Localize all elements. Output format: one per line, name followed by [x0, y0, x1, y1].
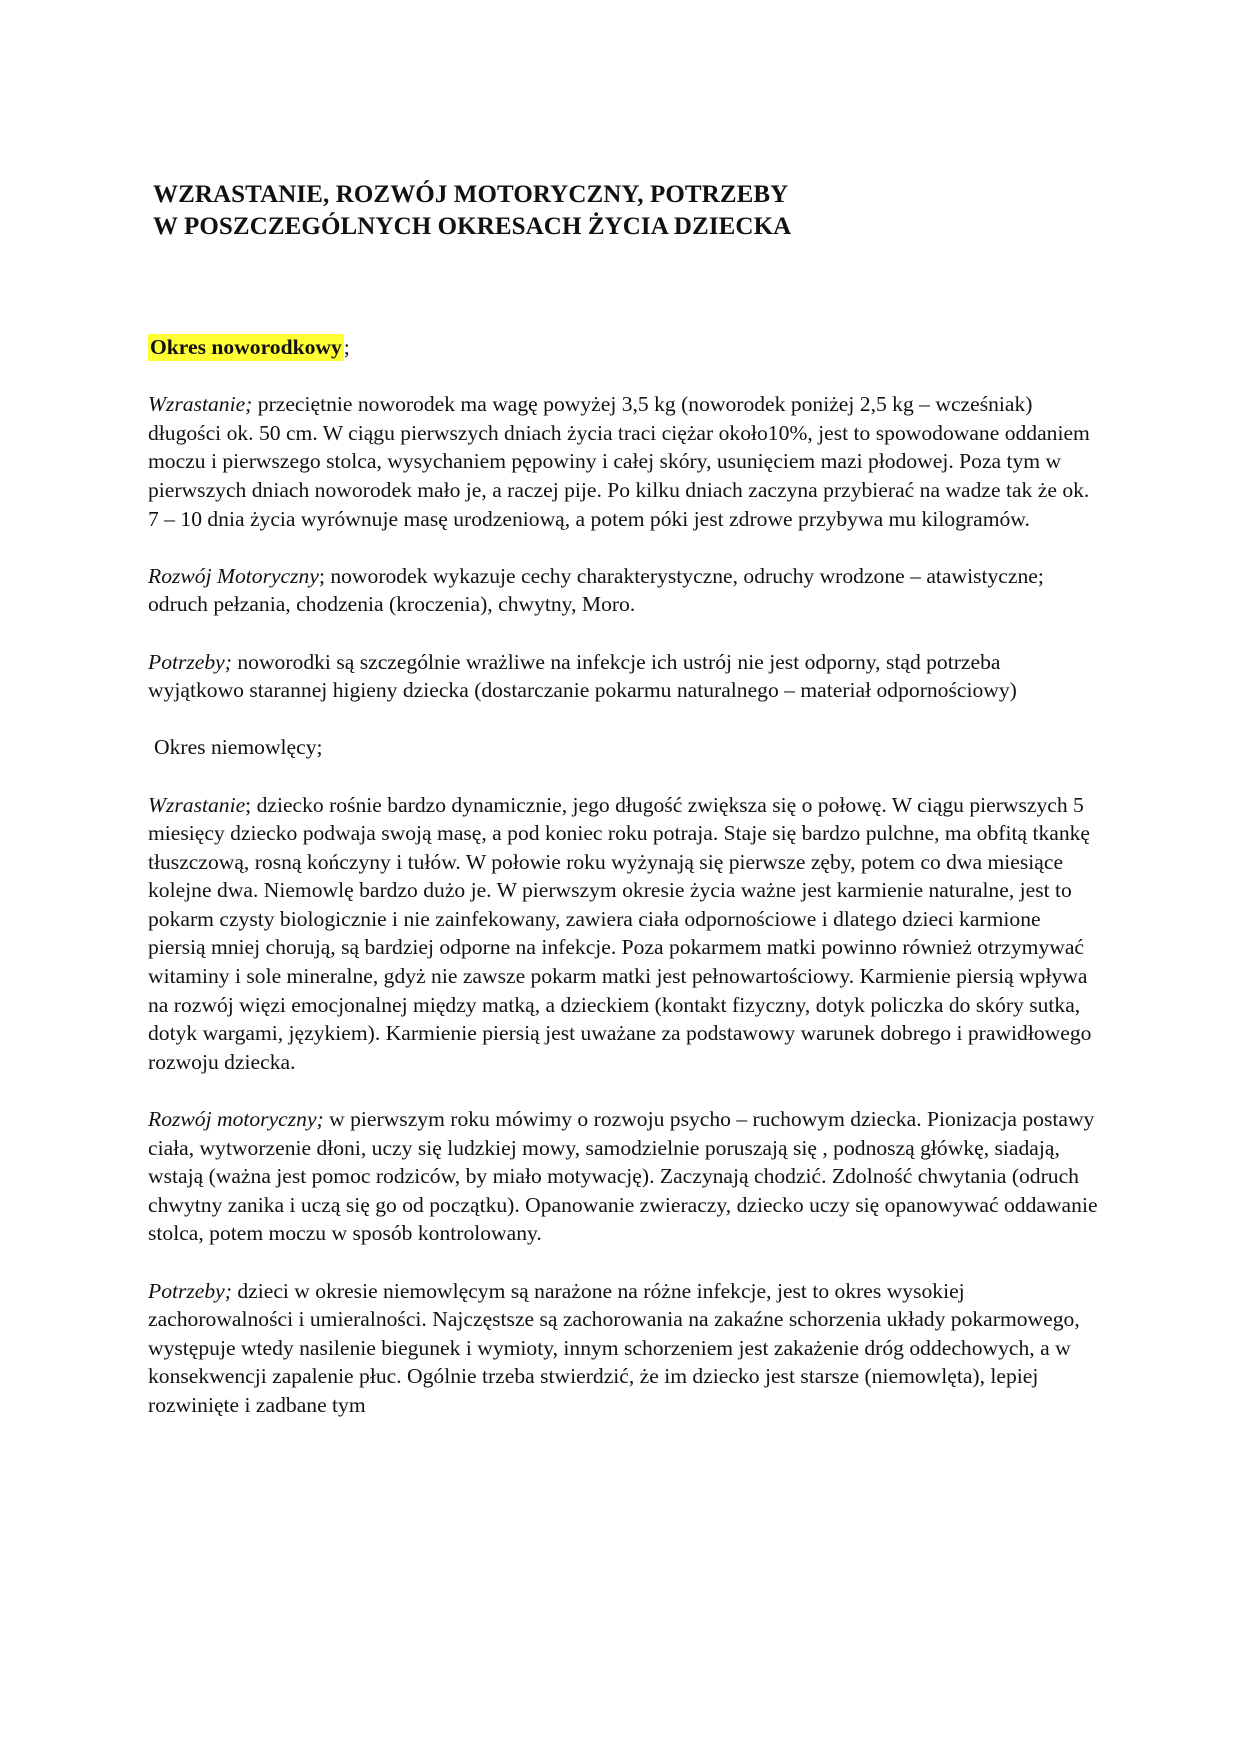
paragraph-term: Potrzeby; — [148, 649, 232, 674]
paragraph-infant-needs — [148, 1277, 1098, 1420]
paragraph-text: ; dziecko rośnie bardzo dynamicznie, jego długość zwiększa się o połowę. W ciągu pierwszych 5 miesięcy dziecko podwaja swoją masę, a pod koniec roku potraja. Staje się bardzo pulchne, ma obfitą tkankę tłuszczową, rosną kończyny i tułów. W połowie roku wyżynają się pierwsze zęby, potem co dwa miesiące kolejne dwa. Niemowlę bardzo dużo je. W pierwszym okresie życia ważne jest karmienie naturalne, jest to pokarm czysty biologicznie i nie zainfekowany, zawiera ciała odpornościowe i dlatego dzieci karmione piersią mniej chorują, są bardziej odporne na infekcje. Poza pokarmem matki powinno również otrzymywać witaminy i sole mineralne, gdyż nie zawsze pokarm matki jest pełnowartościowy. Karmienie piersią wpływa na rozwój więzi emocjonalnej między matką, a dzieckiem (kontakt fizyczny, dotyk policzka do skóry sutka, dotyk wargami, językiem). Karmienie piersią jest uważane za podstawowy warunek dobrego i prawidłowego rozwoju dziecka. — [148, 792, 1092, 1074]
document-title — [153, 179, 1053, 243]
paragraph-spacer — [148, 705, 1098, 734]
paragraph-text: przeciętnie noworodek ma wagę powyżej 3,5 kg (noworodek poniżej 2,5 kg – wcześniak) długości ok. 50 cm. W ciągu pierwszych dniach życia traci ciężar około10%, jest to spowodowane oddaniem moczu i pierwszego stolca, wysychaniem pępowiny i całej skóry, usunięciem mazi płodowej. Poza tym w pierwszych dniach noworodek mało je, a raczej pije. Po kilku dniach zaczyna przybierać na wadze tak że ok. 7 – 10 dnia życia wyrównuje masę urodzeniową, a potem póki jest zdrowe przybywa mu kilogramów. — [148, 392, 1090, 531]
paragraph-term: Potrzeby; — [148, 1278, 232, 1303]
paragraph-text: noworodki są szczególnie wrażliwe na infekcje ich ustrój nie jest odporny, stąd potrzeba wyjątkowo starannej higieny dziecka (dostarczanie pokarmu naturalnego – materiał odpornościowy) — [148, 649, 1017, 703]
paragraph-infant-motor — [148, 1105, 1098, 1248]
highlighted-heading: Okres noworodkowy — [150, 335, 342, 359]
section-heading-newborn — [148, 333, 1098, 362]
document-body — [148, 333, 1098, 1420]
paragraph-text: w pierwszym roku mówimy o rozwoju psycho – ruchowym dziecka. Pionizacja postawy ciała, wytworzenie dłoni, uczy się ludzkiej mowy, samodzielnie poruszają się , podnoszą główkę, siadają, wstają (ważna jest pomoc rodziców, by miało motywację). Zaczynają chodzić. Zdolność chwytania (odruch chwytny zanika i uczą się go od początku). Opanowanie zwieraczy, dziecko uczy się opanowywać oddawanie stolca, potem moczu w sposób kontrolowany. — [148, 1107, 1098, 1246]
paragraph-newborn-growth — [148, 390, 1098, 533]
paragraph-spacer — [148, 762, 1098, 791]
heading-suffix: ; — [343, 335, 350, 359]
paragraph-term: Wzrastanie — [148, 792, 246, 817]
paragraph-spacer — [148, 362, 1098, 391]
paragraph-newborn-needs — [148, 648, 1098, 705]
paragraph-newborn-motor — [148, 562, 1098, 619]
section-heading-infant: Okres niemowlęcy; — [154, 735, 323, 760]
paragraph-term: Rozwój Motoryczny — [148, 563, 319, 588]
paragraph-spacer — [148, 619, 1098, 648]
paragraph-spacer — [148, 1248, 1098, 1277]
paragraph-text: dzieci w okresie niemowlęcym są narażone na różne infekcje, jest to okres wysokiej zachorowalności i umieralności. Najczęstsze są zachorowania na zakaźne schorzenia układy pokarmowego, występuje wtedy nasilenie biegunek i wymioty, innym schorzeniem jest zakażenie dróg oddechowych, a w konsekwencji zapalenie płuc. Ogólnie trzeba stwierdzić, że im dziecko jest starsze (niemowlęta), lepiej rozwinięte i zadbane tym — [148, 1278, 1080, 1417]
paragraph-infant-growth — [148, 791, 1098, 1077]
paragraph-spacer — [148, 1076, 1098, 1105]
paragraph-term: Rozwój motoryczny; — [148, 1107, 324, 1132]
paragraph-term: Wzrastanie; — [148, 392, 253, 417]
paragraph-spacer — [148, 533, 1098, 562]
paragraph-text: ; noworodek wykazuje cechy charakterystyczne, odruchy wrodzone – atawistyczne; odruch pełzania, chodzenia (kroczenia), chwytny, Moro. — [148, 563, 1044, 617]
title-line-2: W POSZCZEGÓLNYCH OKRESACH ŻYCIA DZIECKA — [153, 213, 792, 240]
title-line-1: WZRASTANIE, ROZWÓJ MOTORYCZNY, POTRZEBY — [153, 181, 789, 208]
